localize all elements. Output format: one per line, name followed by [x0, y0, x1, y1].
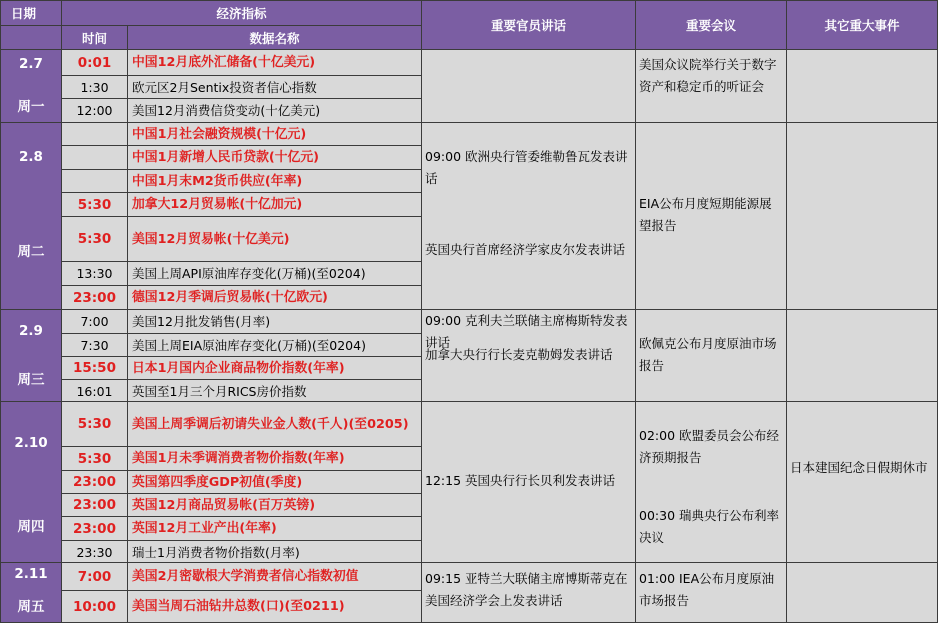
meetings-cell — [635, 122, 787, 310]
indicator-name: 中国1月末M2货币供应(年率) — [127, 169, 422, 193]
econ-indicators-header: 经济指标 — [61, 0, 422, 26]
meetings-cell — [635, 562, 787, 623]
indicator-time: 5:30 — [61, 216, 128, 262]
indicator-time: 5:30 — [61, 401, 128, 447]
time-column-header: 时间 — [61, 25, 128, 50]
day-weekday: 周四 — [17, 519, 45, 535]
indicator-name: 美国上周季调后初请失业金人数(千人)(至0205) — [127, 401, 422, 447]
events-cell — [786, 122, 938, 310]
event-item: 日本建国纪念日假期休市 — [790, 460, 928, 475]
indicator-time: 7:00 — [61, 309, 128, 334]
day-weekday: 周三 — [17, 372, 45, 388]
events-cell — [786, 562, 938, 623]
date-subheader-filler — [0, 25, 62, 50]
meeting-item: 00:30 瑞典央行公布利率决议 — [639, 508, 779, 545]
date-column-header: 日期 — [0, 0, 62, 26]
official-speech: 加拿大央行行长麦克勒姆发表讲话 — [425, 347, 613, 362]
indicator-name: 德国12月季调后贸易帐(十亿欧元) — [127, 285, 422, 310]
indicator-name: 英国12月工业产出(年率) — [127, 516, 422, 541]
indicator-time: 1:30 — [61, 75, 128, 99]
meeting-item: 02:00 欧盟委员会公布经济预期报告 — [639, 428, 779, 465]
officials-cell — [421, 562, 636, 623]
indicator-time — [61, 169, 128, 193]
meetings-cell — [635, 401, 787, 564]
events-cell — [786, 49, 938, 123]
day-date: 2.10 — [14, 435, 48, 451]
indicator-name: 欧元区2月Sentix投资者信心指数 — [127, 75, 422, 99]
meeting-item: 01:00 IEA公布月度原油市场报告 — [639, 571, 775, 608]
day-cell — [0, 122, 62, 310]
day-weekday: 周二 — [17, 244, 45, 260]
indicator-time — [61, 122, 128, 146]
indicator-name: 美国12月批发销售(月率) — [127, 309, 422, 334]
day-date: 2.11 — [14, 566, 48, 582]
day-date: 2.9 — [19, 323, 43, 339]
indicator-name: 美国当周石油钻井总数(口)(至0211) — [127, 590, 422, 623]
indicator-name: 美国上周EIA原油库存变化(万桶)(至0204) — [127, 333, 422, 357]
day-cell — [0, 309, 62, 404]
indicator-name: 中国1月社会融资规模(十亿元) — [127, 122, 422, 146]
officials-cell — [421, 401, 636, 564]
day-weekday: 周一 — [17, 99, 45, 115]
indicator-time: 10:00 — [61, 590, 128, 623]
indicator-time: 5:30 — [61, 446, 128, 471]
meeting-item: 欧佩克公布月度原油市场报告 — [639, 336, 777, 373]
indicator-time: 12:00 — [61, 98, 128, 123]
indicator-name: 英国第四季度GDP初值(季度) — [127, 470, 422, 494]
officials-column-header: 重要官员讲话 — [421, 0, 636, 50]
day-weekday: 周五 — [17, 599, 45, 615]
indicator-name: 日本1月国内企业商品物价指数(年率) — [127, 356, 422, 380]
officials-cell — [421, 122, 636, 310]
official-speech: 09:00 欧洲央行管委维勒鲁瓦发表讲话 — [425, 149, 628, 186]
indicator-name: 英国至1月三个月RICS房价指数 — [127, 379, 422, 404]
indicator-time: 16:01 — [61, 379, 128, 404]
day-date: 2.7 — [19, 56, 43, 72]
day-cell — [0, 562, 62, 623]
indicator-name: 美国2月密歇根大学消费者信心指数初值 — [127, 562, 422, 591]
indicator-time: 5:30 — [61, 192, 128, 217]
officials-cell — [421, 49, 636, 123]
indicator-time: 7:00 — [61, 562, 128, 591]
indicator-time: 23:00 — [61, 470, 128, 494]
indicator-time: 23:00 — [61, 516, 128, 541]
indicator-time: 13:30 — [61, 261, 128, 286]
day-date: 2.8 — [19, 149, 43, 165]
indicator-name: 加拿大12月贸易帐(十亿加元) — [127, 192, 422, 217]
official-speech: 12:15 英国央行行长贝利发表讲话 — [425, 473, 615, 488]
official-speech: 09:00 克利夫兰联储主席梅斯特发表讲话 — [425, 313, 628, 350]
indicator-name: 中国12月底外汇储备(十亿美元) — [127, 49, 422, 76]
officials-cell — [421, 309, 636, 404]
indicator-time: 23:00 — [61, 285, 128, 310]
official-speech: 英国央行首席经济学家皮尔发表讲话 — [425, 242, 626, 257]
indicator-name: 美国上周API原油库存变化(万桶)(至0204) — [127, 261, 422, 286]
indicator-time: 23:30 — [61, 540, 128, 564]
events-cell — [786, 309, 938, 404]
indicator-time — [61, 145, 128, 170]
indicator-name: 美国1月未季调消费者物价指数(年率) — [127, 446, 422, 471]
indicator-time: 15:50 — [61, 356, 128, 380]
indicator-name: 美国12月贸易帐(十亿美元) — [127, 216, 422, 262]
data-name-column-header: 数据名称 — [127, 25, 422, 50]
meeting-item: 美国众议院举行关于数字资产和稳定币的听证会 — [639, 57, 777, 94]
day-cell — [0, 49, 62, 123]
indicator-time: 23:00 — [61, 493, 128, 517]
meeting-item: EIA公布月度短期能源展望报告 — [639, 196, 772, 233]
indicator-name: 瑞士1月消费者物价指数(月率) — [127, 540, 422, 564]
events-cell — [786, 401, 938, 564]
meetings-column-header: 重要会议 — [635, 0, 787, 50]
meetings-cell — [635, 309, 787, 404]
indicator-time: 7:30 — [61, 333, 128, 357]
official-speech: 09:15 亚特兰大联储主席博斯蒂克在美国经济学会上发表讲话 — [425, 571, 628, 608]
meetings-cell — [635, 49, 787, 123]
day-cell — [0, 401, 62, 564]
events-column-header: 其它重大事件 — [786, 0, 938, 50]
indicator-name: 中国1月新增人民币贷款(十亿元) — [127, 145, 422, 170]
indicator-name: 英国12月商品贸易帐(百万英镑) — [127, 493, 422, 517]
indicator-time: 0:01 — [61, 49, 128, 76]
indicator-name: 美国12月消费信贷变动(十亿美元) — [127, 98, 422, 123]
